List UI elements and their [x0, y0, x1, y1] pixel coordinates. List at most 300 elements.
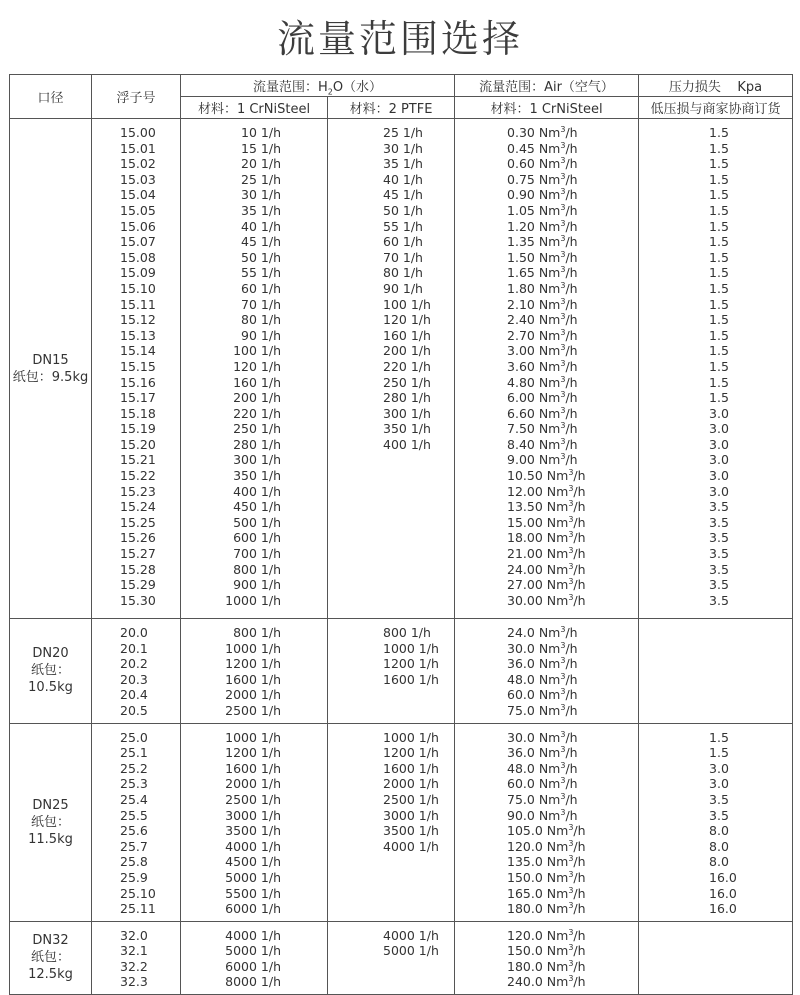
pressure-loss: 1.5: [709, 312, 729, 328]
air-flow: [455, 641, 638, 657]
water-flow-ptfe: 1200 1/h: [383, 745, 439, 761]
air-flow: [455, 672, 638, 688]
float-number: 32.3: [120, 974, 148, 990]
air-flow-unit-tail: /h: [565, 171, 578, 187]
air-flow-unit-tail: /h: [573, 943, 586, 959]
page-title: 流量范围选择: [276, 17, 523, 61]
water-flow-ptfe: 60 1/h: [383, 234, 423, 250]
pressure-loss: 16.0: [709, 869, 737, 885]
air-flow-unit-tail: /h: [573, 514, 586, 530]
air-flow-unit-tail: /h: [565, 776, 578, 792]
air-flow-unit-exponent: 3: [568, 483, 574, 493]
air-flow-unit-tail: /h: [565, 791, 578, 807]
pressure-loss: 1.5: [709, 280, 729, 296]
water-flow-ptfe: 40 1/h: [383, 171, 423, 187]
pressure-loss: 1.5: [709, 390, 729, 406]
air-flow-value: 150.0: [507, 869, 543, 885]
float-number: 25.5: [120, 807, 148, 823]
air-flow-unit-tail: /h: [565, 218, 578, 234]
header-caliber: 口径: [10, 75, 92, 119]
air-flow-value: 2.10: [507, 296, 535, 312]
float-number: 15.20: [120, 436, 156, 452]
water-flow-steel: 10 1/h: [241, 125, 281, 140]
pressure-loss: 3.0: [709, 452, 729, 468]
air-flow-unit: Nm: [534, 374, 561, 390]
water-flow-ptfe: 90 1/h: [383, 280, 423, 296]
air-flow-value: 13.50: [507, 499, 543, 515]
air-flow-unit: Nm: [534, 265, 561, 281]
air-flow-value: 6.00: [507, 390, 535, 406]
air-flow-unit-tail: /h: [565, 729, 578, 745]
air-flow-unit-exponent: 3: [568, 927, 574, 937]
pressure-loss: 3.5: [709, 514, 729, 530]
water-flow-ptfe: 4000 1/h: [383, 838, 439, 854]
water-flow-ptfe: 120 1/h: [383, 312, 431, 328]
air-flow-unit-tail: /h: [565, 640, 578, 656]
air-flow-unit: Nm: [542, 499, 569, 515]
pressure-loss: 1.5: [709, 140, 729, 156]
air-flow-unit-exponent: 3: [568, 514, 574, 524]
air-flow-unit-tail: /h: [565, 327, 578, 343]
water-flow-ptfe: 400 1/h: [383, 436, 431, 452]
air-flow-value: 15.00: [507, 514, 543, 530]
air-flow-value: 9.00: [507, 452, 535, 468]
float-number: 15.28: [120, 561, 156, 577]
air-flow-value: 165.0: [507, 885, 543, 901]
air-flow: [455, 141, 638, 157]
float-number: 25.8: [120, 854, 148, 870]
air-flow: [455, 886, 638, 902]
air-flow: [455, 437, 638, 453]
water-flow-steel: 2500 1/h: [225, 791, 281, 807]
pressure-loss: 1.5: [709, 125, 729, 140]
air-flow: [455, 823, 638, 839]
air-flow-unit: Nm: [534, 671, 561, 687]
air-flow: [455, 530, 638, 546]
water-flow-steel: 400 1/h: [233, 483, 281, 499]
float-number: 20.1: [120, 640, 148, 656]
air-flow-unit: Nm: [534, 807, 561, 823]
water-flow-steel: 1600 1/h: [225, 760, 281, 776]
water-flow-ptfe-cell: [328, 723, 455, 921]
float-number: 15.15: [120, 358, 156, 374]
pressure-loss: 1.5: [709, 249, 729, 265]
water-flow-steel: 55 1/h: [241, 265, 281, 281]
air-flow-value: 7.50: [507, 421, 535, 437]
air-flow-unit-exponent: 3: [560, 187, 566, 197]
air-flow: [455, 808, 638, 824]
air-flow-value: 2.70: [507, 327, 535, 343]
air-flow-unit-exponent: 3: [568, 838, 574, 848]
float-number-cell: [92, 723, 181, 921]
air-flow-unit-tail: /h: [573, 901, 586, 917]
air-flow-unit-exponent: 3: [560, 202, 566, 212]
air-flow-value: 180.0: [507, 958, 543, 974]
air-flow-value: 48.0: [507, 760, 535, 776]
water-flow-ptfe: 1600 1/h: [383, 671, 439, 687]
water-flow-steel: 1200 1/h: [225, 656, 281, 672]
air-flow-value: 150.0: [507, 943, 543, 959]
air-flow: [455, 172, 638, 188]
air-flow: [455, 943, 638, 959]
water-flow-steel-cell: [181, 723, 328, 921]
air-flow-unit-tail: /h: [565, 156, 578, 172]
water-flow-steel: 120 1/h: [233, 358, 281, 374]
air-flow-unit: Nm: [534, 452, 561, 468]
float-number: 32.0: [120, 927, 148, 943]
caliber-label: DN15: [32, 352, 69, 368]
air-flow-value: 60.0: [507, 687, 535, 703]
air-flow-unit: Nm: [534, 218, 561, 234]
air-flow-unit-exponent: 3: [560, 421, 566, 431]
water-flow-steel: 450 1/h: [233, 499, 281, 515]
air-flow-unit-exponent: 3: [568, 561, 574, 571]
package-weight: 纸包：9.5kg: [12, 369, 89, 385]
air-flow-unit-exponent: 3: [560, 280, 566, 290]
caliber-cell: [10, 921, 92, 994]
air-flow-unit-exponent: 3: [568, 467, 574, 477]
air-flow-value: 75.0: [507, 791, 535, 807]
air-flow-unit-tail: /h: [565, 234, 578, 250]
air-flow-unit: Nm: [534, 327, 561, 343]
float-number: 15.30: [120, 592, 156, 608]
air-flow-unit-exponent: 3: [560, 265, 566, 275]
pressure-loss: 3.0: [709, 436, 729, 452]
table-row: [10, 921, 793, 994]
air-flow: [455, 870, 638, 886]
float-number: 25.7: [120, 838, 148, 854]
air-flow-unit-exponent: 3: [568, 854, 574, 864]
pressure-loss: 3.0: [709, 760, 729, 776]
package-weight: 纸包：12.5kg: [28, 950, 73, 983]
air-flow-unit-exponent: 3: [560, 729, 566, 739]
air-flow-value: 30.00: [507, 592, 543, 608]
air-flow-unit: Nm: [534, 280, 561, 296]
pressure-loss: 1.5: [709, 296, 729, 312]
header-water-range: 流量范围：$H_2O$（水）: [181, 75, 455, 97]
water-flow-steel: 100 1/h: [233, 343, 281, 359]
air-flow: [455, 390, 638, 406]
water-flow-steel: 2000 1/h: [225, 687, 281, 703]
water-flow-steel: 160 1/h: [233, 374, 281, 390]
air-flow: [455, 343, 638, 359]
air-flow-unit: Nm: [534, 421, 561, 437]
air-flow-value: 4.80: [507, 374, 535, 390]
air-flow-unit: Nm: [534, 140, 561, 156]
float-number: 15.27: [120, 546, 156, 562]
air-flow-unit-exponent: 3: [560, 760, 566, 770]
pressure-loss: 1.5: [709, 156, 729, 172]
water-flow-steel-cell: [181, 119, 328, 619]
air-flow-value: 36.0: [507, 745, 535, 761]
air-flow-unit-tail: /h: [573, 546, 586, 562]
air-flow-unit-tail: /h: [565, 671, 578, 687]
pressure-loss-cell: [639, 723, 793, 921]
air-flow-unit: Nm: [534, 729, 561, 745]
air-flow-unit-tail: /h: [573, 823, 586, 839]
pressure-loss: 3.0: [709, 776, 729, 792]
float-number: 15.01: [120, 140, 156, 156]
caliber-cell: [10, 723, 92, 921]
water-flow-steel: 1000 1/h: [225, 640, 281, 656]
air-flow: [455, 625, 638, 641]
pressure-loss: 8.0: [709, 823, 729, 839]
pressure-loss-cell: [639, 619, 793, 724]
air-flow-unit-tail: /h: [565, 625, 578, 640]
float-number: 15.14: [120, 343, 156, 359]
air-flow: [455, 730, 638, 746]
air-flow-unit-tail: /h: [565, 807, 578, 823]
water-flow-steel: 280 1/h: [233, 436, 281, 452]
air-flow-unit-tail: /h: [573, 483, 586, 499]
water-flow-steel: 500 1/h: [233, 514, 281, 530]
float-number: 15.07: [120, 234, 156, 250]
air-flow-unit-tail: /h: [565, 760, 578, 776]
air-flow: [455, 928, 638, 944]
water-flow-steel: 800 1/h: [233, 625, 281, 640]
air-flow-value: 90.0: [507, 807, 535, 823]
air-flow-unit-exponent: 3: [568, 958, 574, 968]
air-flow-unit-tail: /h: [573, 468, 586, 484]
pressure-loss: 1.5: [709, 218, 729, 234]
water-flow-ptfe: 3500 1/h: [383, 823, 439, 839]
air-flow-value: 0.60: [507, 156, 535, 172]
water-flow-steel: 4000 1/h: [225, 838, 281, 854]
air-flow: [455, 406, 638, 422]
float-number: 32.2: [120, 958, 148, 974]
air-flow-unit: Nm: [534, 760, 561, 776]
air-flow-unit: Nm: [534, 296, 561, 312]
air-flow-unit-tail: /h: [565, 140, 578, 156]
air-flow-unit: Nm: [534, 745, 561, 761]
air-flow-unit-tail: /h: [565, 656, 578, 672]
float-number: 15.06: [120, 218, 156, 234]
air-flow-unit: Nm: [542, 958, 569, 974]
air-flow-cell: [455, 921, 639, 994]
air-flow-unit: Nm: [534, 625, 561, 640]
air-flow-value: 21.00: [507, 546, 543, 562]
air-flow-unit: Nm: [542, 592, 569, 608]
water-flow-steel: 700 1/h: [233, 546, 281, 562]
air-flow-unit: Nm: [542, 838, 569, 854]
float-number: 25.6: [120, 823, 148, 839]
air-flow-unit-tail: /h: [565, 374, 578, 390]
table-row: [10, 723, 793, 921]
air-flow-unit: Nm: [534, 171, 561, 187]
air-flow-unit-tail: /h: [565, 249, 578, 265]
air-flow-unit-exponent: 3: [560, 807, 566, 817]
air-flow-unit: Nm: [534, 791, 561, 807]
air-flow-unit-exponent: 3: [560, 436, 566, 446]
caliber-label: DN25: [32, 797, 69, 813]
air-flow-unit: Nm: [542, 869, 569, 885]
pressure-loss: 3.5: [709, 499, 729, 515]
float-number: 15.05: [120, 202, 156, 218]
water-flow-steel: 220 1/h: [233, 405, 281, 421]
air-flow: [455, 656, 638, 672]
pressure-loss: 3.0: [709, 483, 729, 499]
air-flow-unit-tail: /h: [565, 125, 578, 140]
pressure-loss: 3.0: [709, 405, 729, 421]
air-flow-value: 6.60: [507, 405, 535, 421]
pressure-loss: 1.5: [709, 234, 729, 250]
air-flow-unit-exponent: 3: [560, 171, 566, 181]
pressure-loss: 1.5: [709, 187, 729, 203]
air-flow-unit-tail: /h: [565, 436, 578, 452]
float-number: 15.22: [120, 468, 156, 484]
caliber-label: DN20: [32, 646, 69, 662]
water-flow-ptfe: 1600 1/h: [383, 760, 439, 776]
air-flow-unit: Nm: [542, 943, 569, 959]
pressure-loss: 1.5: [709, 729, 729, 745]
air-flow-unit: Nm: [534, 702, 561, 718]
air-flow-unit-exponent: 3: [560, 656, 566, 666]
air-flow: [455, 250, 638, 266]
header-pressure-loss: 压力损失 Kpa: [639, 75, 793, 97]
air-flow: [455, 156, 638, 172]
air-flow-unit: Nm: [542, 901, 569, 917]
water-flow-steel: 90 1/h: [241, 327, 281, 343]
water-flow-ptfe: 55 1/h: [383, 218, 423, 234]
air-flow-cell: [455, 619, 639, 724]
air-flow-unit-tail: /h: [573, 592, 586, 608]
water-flow-ptfe: 3000 1/h: [383, 807, 439, 823]
air-flow-unit-exponent: 3: [568, 577, 574, 587]
air-flow: [455, 703, 638, 719]
air-flow-value: 75.0: [507, 702, 535, 718]
air-flow-unit: Nm: [534, 202, 561, 218]
air-flow-unit: Nm: [542, 974, 569, 990]
pressure-loss: 16.0: [709, 901, 737, 917]
air-flow: [455, 499, 638, 515]
table-row: [10, 619, 793, 724]
pressure-loss: 1.5: [709, 327, 729, 343]
pressure-loss: 8.0: [709, 838, 729, 854]
air-flow-unit: Nm: [534, 343, 561, 359]
water-flow-ptfe: 2000 1/h: [383, 776, 439, 792]
air-flow-value: 0.90: [507, 187, 535, 203]
air-flow: [455, 484, 638, 500]
caliber-cell: [10, 619, 92, 724]
float-number: 15.26: [120, 530, 156, 546]
flow-range-table: [9, 74, 793, 995]
pressure-loss: 1.5: [709, 343, 729, 359]
air-flow-unit-tail: /h: [573, 869, 586, 885]
table-row: [10, 119, 793, 619]
water-flow-steel: 250 1/h: [233, 421, 281, 437]
pressure-loss: 1.5: [709, 171, 729, 187]
water-flow-steel: 15 1/h: [241, 140, 281, 156]
air-flow-unit-tail: /h: [573, 927, 586, 943]
air-flow-unit: Nm: [542, 468, 569, 484]
air-flow-unit-exponent: 3: [568, 592, 574, 602]
float-number: 15.09: [120, 265, 156, 281]
pressure-loss-cell: [639, 921, 793, 994]
air-flow-unit-exponent: 3: [560, 249, 566, 259]
water-flow-ptfe-cell: [328, 619, 455, 724]
air-flow-unit-exponent: 3: [560, 234, 566, 243]
air-flow-unit: Nm: [542, 530, 569, 546]
float-number: 15.12: [120, 312, 156, 328]
water-flow-steel: 70 1/h: [241, 296, 281, 312]
float-number: 25.2: [120, 760, 148, 776]
float-number: 15.25: [120, 514, 156, 530]
air-flow-unit: Nm: [542, 885, 569, 901]
float-number: 15.19: [120, 421, 156, 437]
air-flow-value: 1.80: [507, 280, 535, 296]
air-flow-unit: Nm: [534, 312, 561, 328]
air-flow-unit-tail: /h: [565, 405, 578, 421]
pressure-loss: 3.0: [709, 468, 729, 484]
air-flow-unit-tail: /h: [573, 530, 586, 546]
air-flow-unit-exponent: 3: [568, 869, 574, 879]
air-flow-value: 135.0: [507, 854, 543, 870]
pressure-loss: 16.0: [709, 885, 737, 901]
pressure-loss: 3.5: [709, 592, 729, 608]
float-number: 15.23: [120, 483, 156, 499]
air-flow-unit-tail: /h: [565, 343, 578, 359]
air-flow-value: 30.0: [507, 640, 535, 656]
air-flow-unit-tail: /h: [565, 745, 578, 761]
air-flow-unit-exponent: 3: [560, 327, 566, 337]
air-flow-value: 24.00: [507, 561, 543, 577]
float-number: 15.18: [120, 405, 156, 421]
air-flow-unit-exponent: 3: [568, 943, 574, 953]
air-flow-value: 3.00: [507, 343, 535, 359]
air-flow-unit-exponent: 3: [568, 885, 574, 895]
air-flow-unit: Nm: [542, 854, 569, 870]
air-flow-unit-tail: /h: [565, 390, 578, 406]
air-flow-value: 105.0: [507, 823, 543, 839]
air-flow-unit-tail: /h: [565, 358, 578, 374]
air-flow-unit-exponent: 3: [560, 156, 566, 166]
air-flow-unit-tail: /h: [565, 702, 578, 718]
air-flow: [455, 761, 638, 777]
float-number: 20.2: [120, 656, 148, 672]
air-flow-unit-tail: /h: [565, 202, 578, 218]
water-flow-ptfe: 200 1/h: [383, 343, 431, 359]
air-flow-unit-exponent: 3: [560, 702, 566, 712]
float-number: 25.0: [120, 729, 148, 745]
header-float-number: 浮子号: [92, 75, 181, 119]
air-flow: [455, 234, 638, 250]
air-flow-value: 1.05: [507, 202, 535, 218]
float-number: 25.3: [120, 776, 148, 792]
water-flow-steel: 60 1/h: [241, 280, 281, 296]
air-flow-unit-exponent: 3: [560, 343, 566, 353]
air-flow: [455, 452, 638, 468]
air-flow-unit-exponent: 3: [560, 640, 566, 650]
water-flow-ptfe: 250 1/h: [383, 374, 431, 390]
air-flow-unit-exponent: 3: [568, 530, 574, 540]
air-flow: [455, 187, 638, 203]
air-flow-unit-exponent: 3: [560, 452, 566, 462]
air-flow-value: 0.45: [507, 140, 535, 156]
air-flow-unit: Nm: [534, 640, 561, 656]
air-flow: [455, 421, 638, 437]
air-flow-value: 1.65: [507, 265, 535, 281]
float-number: 15.21: [120, 452, 156, 468]
air-flow: [455, 854, 638, 870]
water-flow-ptfe: 2500 1/h: [383, 791, 439, 807]
water-flow-ptfe: 70 1/h: [383, 249, 423, 265]
water-flow-ptfe: 1200 1/h: [383, 656, 439, 672]
pressure-loss: 1.5: [709, 374, 729, 390]
water-flow-steel: 30 1/h: [241, 187, 281, 203]
air-flow-value: 10.50: [507, 468, 543, 484]
air-flow-unit: Nm: [534, 687, 561, 703]
air-flow: [455, 577, 638, 593]
